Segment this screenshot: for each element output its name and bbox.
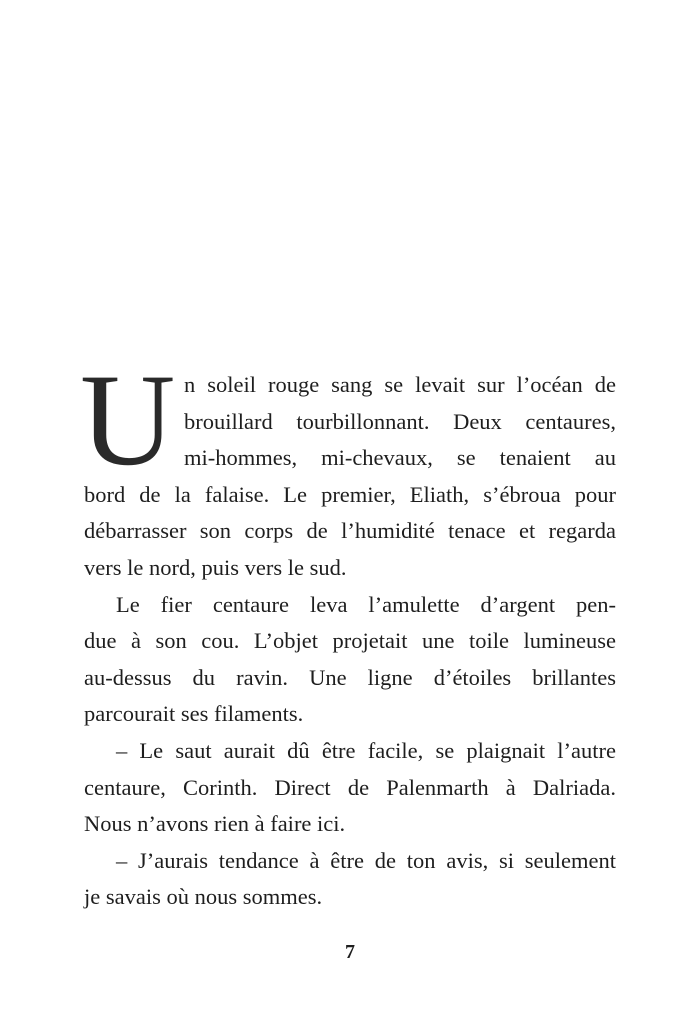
page-number: 7 xyxy=(345,941,355,963)
text-line: centaure, Corinth. Direct de Palenmarth à Dalriada. xyxy=(84,774,616,800)
text-line: débarrasser son corps de l’humidité tenace et regarda xyxy=(84,518,616,544)
paragraph xyxy=(84,843,616,916)
text-line: bord de la falaise. Le premier, Eliath, s’ébroua pour xyxy=(84,481,616,507)
text-line: – Le saut aurait dû être facile, se plaignait l’autre xyxy=(116,737,616,763)
text-line: vers le nord, puis vers le sud. xyxy=(84,554,347,580)
text-line: parcourait ses filaments. xyxy=(84,701,304,727)
text-line: n soleil rouge sang se levait sur l’océan de xyxy=(184,372,616,397)
text-line: brouillard tourbillonnant. Deux centaures, xyxy=(184,408,616,434)
drop-cap: U xyxy=(80,346,176,493)
text-line: je savais où nous sommes. xyxy=(84,884,323,910)
body-text xyxy=(84,367,616,916)
text-line: Nous n’avons rien à faire ici. xyxy=(84,811,346,837)
paragraph xyxy=(84,733,616,843)
text-line: au-dessus du ravin. Une ligne d’étoiles brillantes xyxy=(84,664,616,690)
paragraph xyxy=(84,587,616,733)
paragraph xyxy=(84,367,616,587)
text-line: due à son cou. L’objet projetait une toile lumineuse xyxy=(84,628,616,654)
text-line: – J’aurais tendance à être de ton avis, si seulement xyxy=(116,847,616,873)
text-line: mi-hommes, mi-chevaux, se tenaient au xyxy=(184,445,616,471)
text-line: Le fier centaure leva l’amulette d’argent pen- xyxy=(116,591,616,617)
